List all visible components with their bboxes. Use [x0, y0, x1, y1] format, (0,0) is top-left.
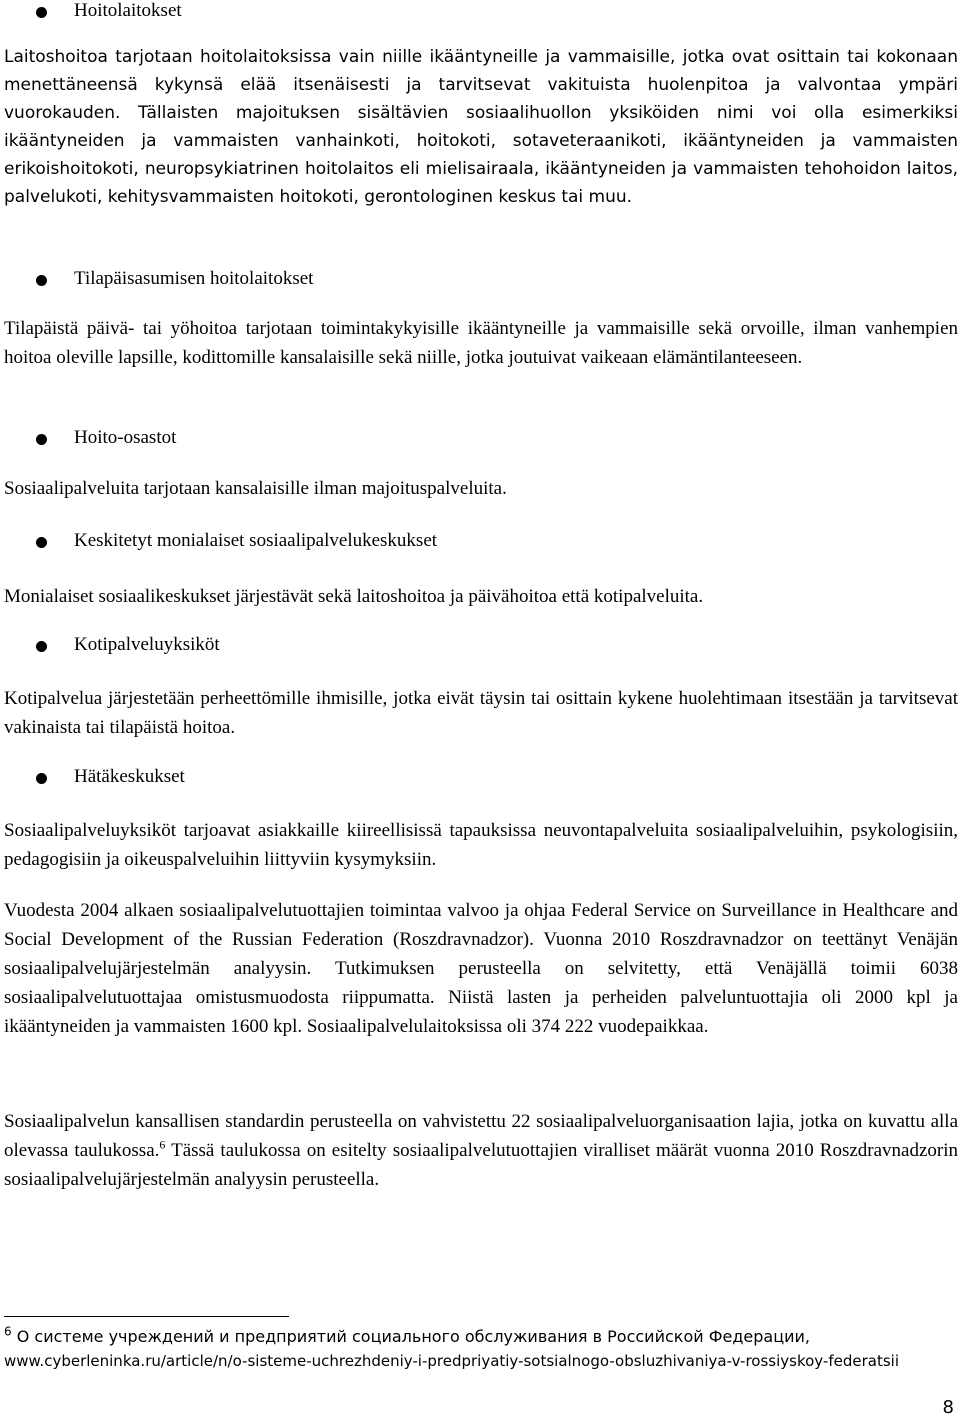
bullet-icon	[36, 275, 47, 286]
bullet-item-keskitetyt	[36, 530, 954, 556]
page-number: 8	[942, 1397, 954, 1418]
bullet-icon	[36, 773, 47, 784]
bullet-item-tilapaisasumisen	[36, 268, 954, 294]
bullet-item-hatakeskukset	[36, 766, 954, 792]
section-heading: Kotipalveluyksiköt	[74, 634, 220, 655]
footnote-separator	[4, 1316, 289, 1317]
bullet-item-hoitolaitokset	[36, 0, 954, 26]
section-paragraph: Sosiaalipalveluita tarjotaan kansalaisille ilman majoituspalveluita.	[4, 478, 507, 499]
footnote	[4, 1325, 934, 1373]
section-heading: Hoito-osastot	[74, 427, 177, 448]
section-heading: Hoitolaitokset	[74, 0, 182, 21]
section-heading: Keskitetyt monialaiset sosiaalipalvelukeskukset	[74, 530, 438, 551]
footnote-text: О системе учреждений и предприятий социального обслуживания в Российской Федерации,	[11, 1327, 810, 1346]
paragraph-standard-continued: Tässä taulukossa on esitelty sosiaalipalvelutuottajien viralliset määrät vuonna 2010 Roszdravnadzorin sosiaalipalvelujärjestelmän analyysin perusteella.	[4, 1140, 958, 1190]
bullet-icon	[36, 434, 47, 445]
paragraph-standard-text: Sosiaalipalvelun kansallisen standardin perusteella on vahvistettu 22 sosiaalipalveluorganisaation lajia, jotka on kuvattu alla olevassa taulukossa.	[4, 1111, 958, 1161]
paragraph-standard	[4, 1107, 958, 1194]
section-paragraph: Laitoshoitoa tarjotaan hoitolaitoksissa vain niille ikääntyneille ja vammaisille, jotka ovat osittain tai kokonaan menettäneensä kykynsä elää itsenäisesti ja tarvitsevat vakituista huolenpitoa ja valvontaa ympäri vuorokauden. Tällaisten majoituksen sisältävien sosiaalihuollon yksiköiden nimi voi olla esimerkiksi ikääntyneiden ja vammaisten vanhainkoti, hoitokoti, sotaveteraanikoti, ikääntyneiden ja vammaisten erikoishoitokoti, neuropsykiatrinen hoitolaitos eli mielisairaala, ikääntyneiden ja vammaisten tehohoidon laitos, palvelukoti, kehitysvammaisten hoitokoti, gerontologinen keskus tai muu.	[4, 47, 958, 207]
bullet-icon	[36, 7, 47, 18]
section-heading: Hätäkeskukset	[74, 766, 185, 787]
section-heading: Tilapäisasumisen hoitolaitokset	[74, 268, 314, 289]
bullet-icon	[36, 641, 47, 652]
footnote-line	[4, 1325, 934, 1349]
footnote-url-link[interactable]: www.cyberleninka.ru/article/n/o-sisteme-uchrezhdeniy-i-predpriyatiy-sotsialnogo-obsluzhivaniya-v-rossiyskoy-federatsii	[4, 1352, 899, 1370]
section-paragraph: Sosiaalipalveluyksiköt tarjoavat asiakkaille kiireellisissä tapauksissa neuvontapalveluita sosiaalipalveluihin, psykologisiin, pedagogisiin ja oikeuspalveluihin liittyviin kysymyksiin.	[4, 820, 958, 870]
section-paragraph: Monialaiset sosiaalikeskukset järjestävät sekä laitoshoitoa ja päivähoitoa että kotipalveluita.	[4, 586, 704, 607]
section-paragraph: Kotipalvelua järjestetään perheettömille ihmisille, jotka eivät täysin tai osittain kykene huolehtimaan itsestään ja tarvitsevat vakinaista tai tilapäistä hoitoa.	[4, 688, 958, 738]
paragraph-supervision: Vuodesta 2004 alkaen sosiaalipalvelutuottajien toimintaa valvoo ja ohjaa Federal Service on Surveillance in Healthcare and Social Development of the Russian Federation (Roszdravnadzor). Vuonna 2010 Roszdravnadzor on teettänyt Venäjän sosiaalipalvelujärjestelmän analyysin. Tutkimuksen perusteella on selvitetty, että Venäjällä toimii 6038 sosiaalipalvelutuottajaa omistusmuodosta riippumatta. Niistä lasten ja perheiden palveluntuottajia oli 2000 kpl ja ikääntyneiden ja vammaisten 1600 kpl. Sosiaalipalvelulaitoksissa oli 374 222 vuodepaikkaa.	[4, 900, 958, 1037]
section-paragraph: Tilapäistä päivä- tai yöhoitoa tarjotaan toimintakykyisille ikääntyneille ja vammaisille sekä orvoille, ilman vanhempien hoitoa oleville lapsille, kodittomille kansalaisille sekä niille, jotka joutuivat vaikeaan elämäntilanteeseen.	[4, 318, 958, 368]
bullet-item-kotipalveluyksikot	[36, 634, 954, 660]
footnote-number: 6	[4, 1324, 12, 1339]
bullet-icon	[36, 537, 47, 548]
bullet-item-hoito-osastot	[36, 427, 954, 453]
footnote-reference[interactable]: 6	[159, 1137, 166, 1152]
